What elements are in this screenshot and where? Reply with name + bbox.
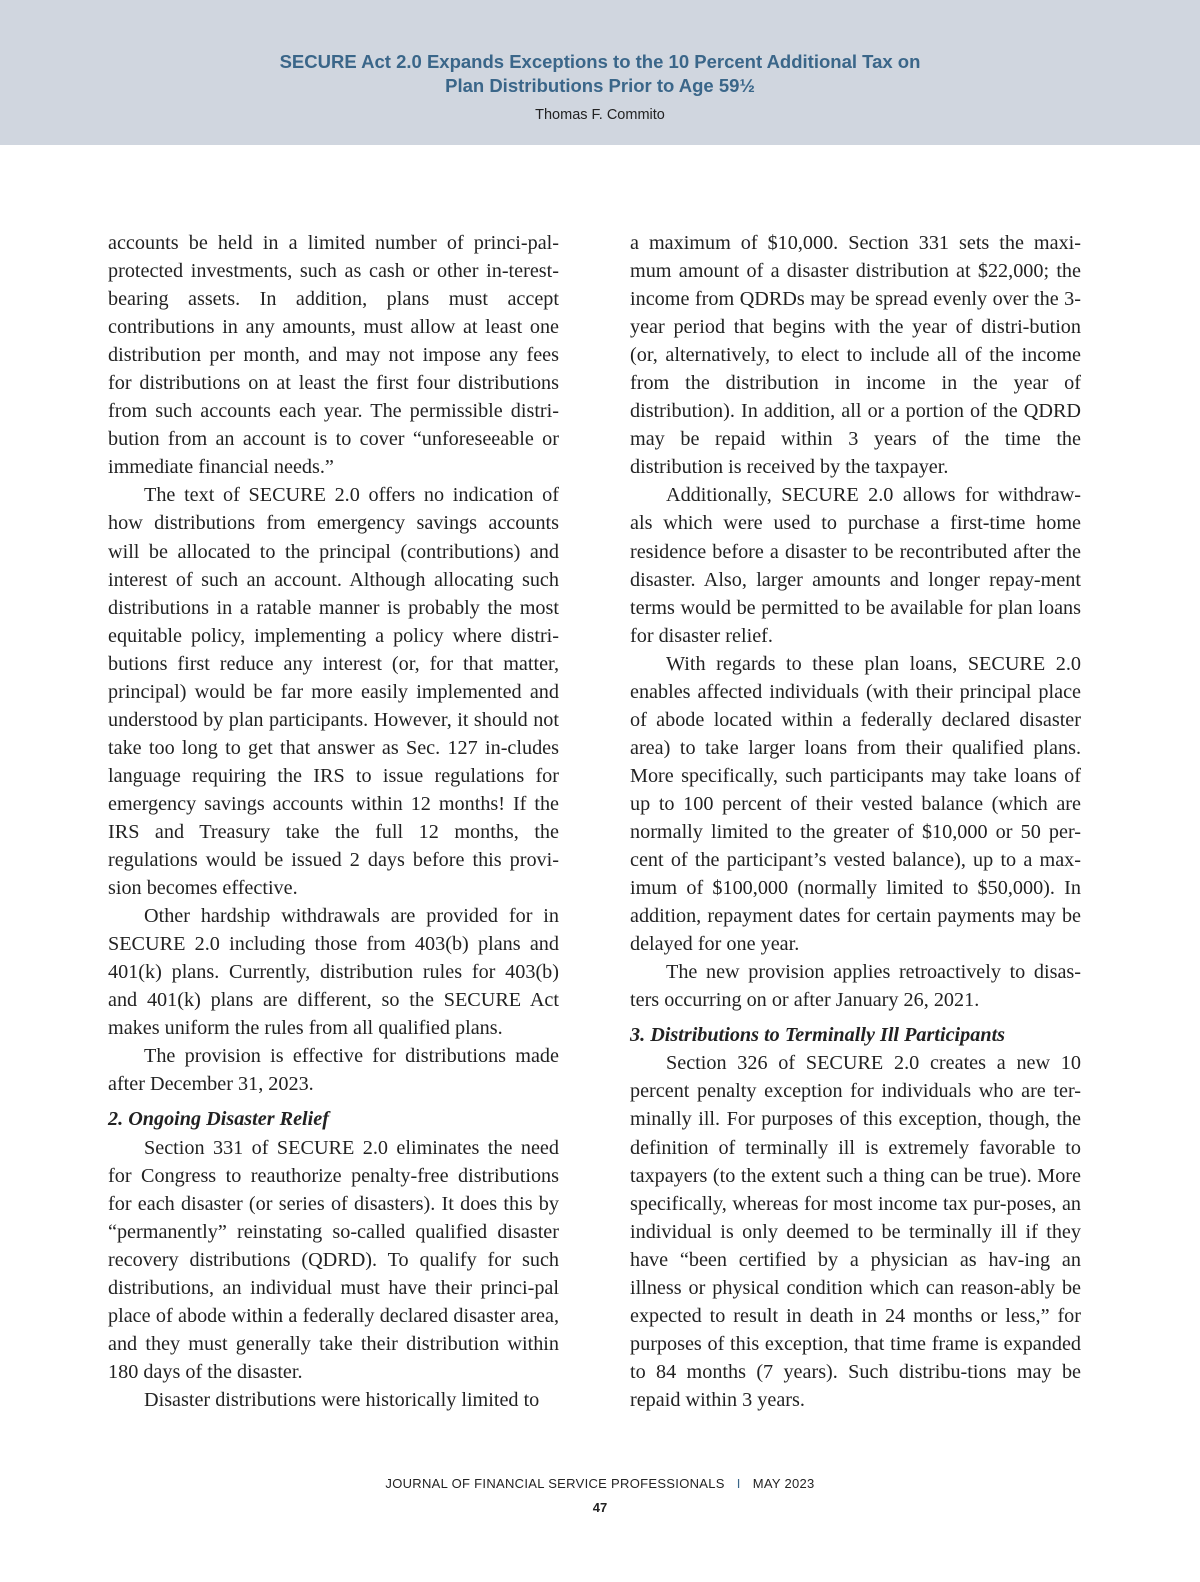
page-number: 47 [592,1500,608,1515]
footer-separator: I [736,1476,741,1491]
paragraph: With regards to these plan loans, SECURE 2.0 enables affected individuals (with their principal place of abode located within a federally declared disaster area) to take larger loans from their qualified plans. More specifically, such participants may take loans of up to 100 percent of their vested balance (which are normally limited to the greater of $10,000 or 50 per-cent of the participant’s vested balance), up to a max-imum of $100,000 (normally limited to $50,000). In addition, repayment dates for certain payments may be delayed for one year. [630,652,1081,956]
left-column [108,229,559,1414]
paragraph: Additionally, SECURE 2.0 allows for withdraw-als which were used to purchase a first-time home residence before a disaster to be recontributed after the disaster. Also, larger amounts and longer repay-ment terms would be permitted to be available for plan loans for disaster relief. [630,484,1081,647]
footer-journal-line [0,1476,1200,1491]
paragraph: Section 326 of SECURE 2.0 creates a new 10 percent penalty exception for individuals who are ter-minally ill. For purposes of this exception, though, the definition of terminally ill is extremely favorable to taxpayers (to the extent such a thing can be true). More specifically, whereas for most income tax pur-poses, an individual is only deemed to be terminally ill if they have “been certified by a physician as hav-ing an illness or physical condition which can reason-ably be expected to result in death in 24 months or less,” for purposes of this exception, that time frame is expanded to 84 months (7 years). Such distribu-tions may be repaid within 3 years. [630,1052,1081,1411]
paragraph: Other hardship withdrawals are provided for in SECURE 2.0 including those from 403(b) plans and 401(k) plans. Currently, distribution rules for 403(b) and 401(k) plans are different, so the SECURE Act makes uniform the rules from all qualified plans. [108,905,559,1040]
paragraph: accounts be held in a limited number of princi-pal-protected investments, such as cash or other in-terest-bearing assets. In addition, plans must accept contributions in any amounts, must allow at least one distribution per month, and may not impose any fees for distributions on at least the first four distributions from such accounts each year. The permissible distri-bution from an account is to cover “unforeseeable or immediate financial needs.” [108,232,559,479]
issue-date: MAY 2023 [752,1476,815,1491]
paragraph: The provision is effective for distributions made after December 31, 2023. [108,1045,559,1096]
article-title [0,50,1200,98]
author-name: Thomas F. Commito [535,107,665,123]
article-title-line-1: SECURE Act 2.0 Expands Exceptions to the 10 Percent Additional Tax on [279,51,921,72]
article-title-line-2: Plan Distributions Prior to Age 59½ [445,75,755,96]
journal-name: JOURNAL OF FINANCIAL SERVICE PROFESSIONALS [385,1476,725,1491]
paragraph: a maximum of $10,000. Section 331 sets the maxi-mum amount of a disaster distribution at $22,000; the income from QDRDs may be spread evenly over the 3-year period that begins with the year of distri-bution (or, alternatively, to elect to include all of the income from the distribution in income in the year of distribution). In addition, all or a portion of the QDRD may be repaid within 3 years of the time the distribution is received by the taxpayer. [630,232,1081,479]
paragraph: Disaster distributions were historically limited to [144,1388,540,1411]
section-heading-terminally-ill: 3. Distributions to Terminally Ill Participants [630,1024,1006,1047]
section-heading-ongoing-disaster-relief: 2. Ongoing Disaster Relief [108,1108,329,1131]
paragraph: The new provision applies retroactively to disas-ters occurring on or after January 26, 2021. [630,961,1081,1012]
right-column [630,229,1081,1414]
paragraph: Section 331 of SECURE 2.0 eliminates the need for Congress to reauthorize penalty-free distributions for each disaster (or series of disasters). It does this by “permanently” reinstating so-called qualified disaster recovery distributions (QDRD). To qualify for such distributions, an individual must have their princi-pal place of abode within a federally declared disaster area, and they must generally take their distribution within 180 days of the disaster. [108,1136,559,1383]
paragraph: The text of SECURE 2.0 offers no indication of how distributions from emergency savings accounts will be allocated to the principal (contributions) and interest of such an account. Although allocating such distributions in a ratable manner is probably the most equitable policy, implementing a policy where distri-butions first reduce any interest (or, for that matter, principal) would be far more easily implemented and understood by plan participants. However, it should not take too long to get that answer as Sec. 127 in-cludes language requiring the IRS to issue regulations for emergency savings accounts within 12 months! If the IRS and Treasury take the full 12 months, the regulations would be issued 2 days before this provi-sion becomes effective. [108,484,559,900]
header-band [0,0,1200,145]
